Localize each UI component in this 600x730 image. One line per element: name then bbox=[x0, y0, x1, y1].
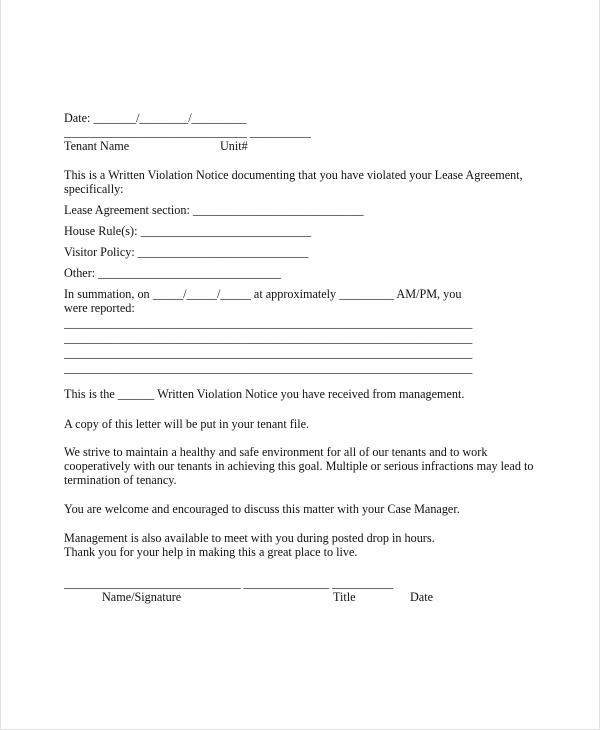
strive-line-3: termination of tenancy. bbox=[64, 473, 177, 487]
summation-line-1: In summation, on _____/_____/_____ at approximately _________ AM/PM, you bbox=[64, 287, 462, 301]
report-blank-line: ___________________________________________________________________ bbox=[64, 361, 473, 375]
unit-label: Unit# bbox=[220, 139, 248, 153]
lease-section-field: Lease Agreement section: ____________________________ bbox=[64, 203, 364, 217]
summation-line-2: were reported: bbox=[64, 301, 135, 315]
strive-line-1: We strive to maintain a healthy and safe environment for all of our tenants and to work bbox=[64, 445, 488, 459]
report-blank-line: ___________________________________________________________________ bbox=[64, 316, 473, 330]
report-blank-line: ___________________________________________________________________ bbox=[64, 331, 473, 345]
visitor-policy-field: Visitor Policy: ____________________________ bbox=[64, 245, 309, 259]
house-rules-field: House Rule(s): ____________________________ bbox=[64, 224, 312, 238]
management-line-2: Thank you for your help in making this a great place to live. bbox=[64, 545, 358, 559]
intro-line-2: specifically: bbox=[64, 182, 124, 196]
tenant-unit-blank-line: ______________________________ __________ bbox=[64, 125, 311, 139]
date-line: Date: _______/________/_________ bbox=[64, 111, 247, 125]
copy-note: A copy of this letter will be put in your tenant file. bbox=[64, 417, 310, 431]
welcome-line: You are welcome and encouraged to discuss this matter with your Case Manager. bbox=[64, 502, 460, 516]
title-label: Title bbox=[333, 590, 356, 604]
other-field: Other: ______________________________ bbox=[64, 266, 281, 280]
strive-line-2: cooperatively with our tenants in achieving this goal. Multiple or serious infractions may lead to bbox=[64, 459, 534, 473]
report-blank-line: ___________________________________________________________________ bbox=[64, 346, 473, 360]
notice-count-line: This is the ______ Written Violation Notice you have received from management. bbox=[64, 387, 465, 401]
management-line-1: Management is also available to meet with you during posted drop in hours. bbox=[64, 531, 435, 545]
name-signature-label: Name/Signature bbox=[102, 590, 182, 604]
date-label: Date bbox=[410, 590, 434, 604]
signature-blank-lines: _____________________________ ______________ __________ bbox=[64, 576, 394, 590]
intro-line-1: This is a Written Violation Notice documenting that you have violated your Lease Agreement, bbox=[64, 168, 523, 182]
tenant-name-label: Tenant Name bbox=[64, 139, 130, 153]
